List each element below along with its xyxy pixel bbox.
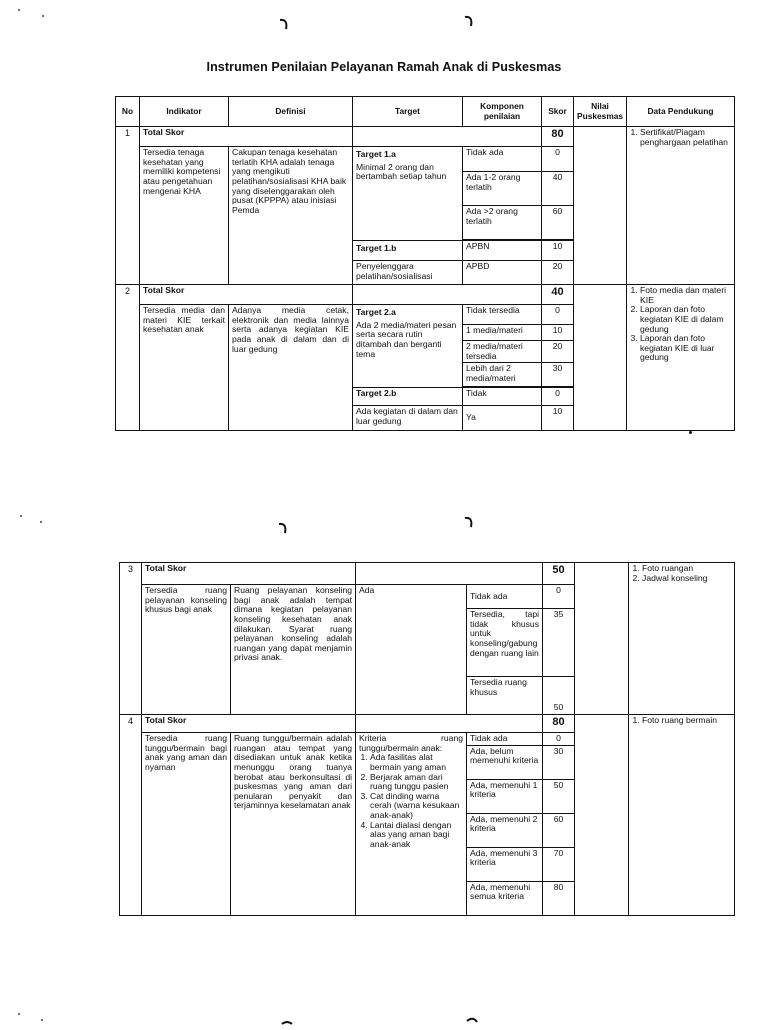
total-skor-label: Total Skor <box>140 127 353 147</box>
total-skor-label: Total Skor <box>142 563 356 585</box>
komponen-cell: Tersedia, tapi tidak khusus untuk konseling/gabung dengan ruang lain <box>467 609 543 677</box>
punch-hole-icon <box>465 1013 479 1027</box>
skor-cell: 50 <box>543 677 575 715</box>
target-intro: Kriteria ruang tunggu/bermain anak: <box>359 733 464 753</box>
target-cell <box>353 388 463 406</box>
scan-speck <box>20 515 22 517</box>
komponen-cell: APBN <box>463 241 542 261</box>
punch-hole-icon <box>277 17 291 31</box>
komponen-cell: 2 media/materi tersedia <box>463 341 542 363</box>
support-item: 2. Jadwal konseling <box>642 574 731 584</box>
nilai-puskesmas-cell <box>574 285 627 431</box>
komponen-cell: Tidak ada <box>467 733 543 746</box>
target-cell <box>356 733 467 916</box>
skor-cell: 80 <box>543 881 575 915</box>
data-pendukung-cell <box>627 127 735 285</box>
komponen-cell: Tidak ada <box>463 147 542 172</box>
komponen-cell: Lebih dari 2 media/materi <box>463 363 542 387</box>
skor-cell: 60 <box>543 813 575 847</box>
target-cell: Ada <box>356 585 467 715</box>
skor-cell: 40 <box>542 172 574 206</box>
target-text-cell: Penyelenggara pelatihan/sosialisasi <box>353 261 463 285</box>
komponen-cell: 1 media/materi <box>463 325 542 341</box>
komponen-cell: Tidak <box>463 388 542 406</box>
data-pendukung-cell <box>627 285 735 431</box>
skor-cell: 70 <box>543 847 575 881</box>
col-no-header: No <box>116 97 140 127</box>
total-skor-label: Total Skor <box>140 285 353 305</box>
skor-cell: 0 <box>542 388 574 406</box>
target-title: Target 1.a <box>356 149 396 159</box>
punch-hole-icon <box>280 1016 294 1030</box>
total-skor-value: 80 <box>543 715 575 733</box>
total-skor-value: 40 <box>542 285 574 305</box>
nilai-puskesmas-cell <box>574 127 627 285</box>
target-cell <box>353 147 463 241</box>
criteria-item: 1. Ada fasilitas alat bermain yang aman <box>370 753 463 772</box>
support-item: 1. Foto ruangan <box>642 564 731 574</box>
skor-cell: 30 <box>543 745 575 779</box>
indikator-cell: Tersedia ruang pelayanan konseling khusus bagi anak <box>142 585 231 715</box>
komponen-cell: Ada, memenuhi 3 kriteria <box>467 847 543 881</box>
komponen-cell: Tidak tersedia <box>463 305 542 325</box>
row-number: 1 <box>116 127 140 285</box>
col-nilai-header: Nilai Puskesmas <box>574 97 627 127</box>
criteria-item: 3. Cat dinding warna cerah (warna kesukaan anak-anak) <box>370 792 463 821</box>
row-number: 4 <box>120 715 142 916</box>
definisi-cell: Cakupan tenaga kesehatan terlatih KHA adalah tenaga yang mengikuti pelatihan/sosialisasi KHA baik yang diselenggarakan oleh pusat (KPPPA) atau inisiasi Pemda <box>229 147 353 285</box>
skor-cell: 30 <box>542 363 574 387</box>
total-skor-label: Total Skor <box>142 715 356 733</box>
scan-speck <box>42 15 44 17</box>
criteria-item: 2. Berjarak aman dari ruang tunggu pasien <box>370 773 463 792</box>
data-pendukung-cell <box>629 563 735 715</box>
definisi-cell: Ruang tunggu/bermain adalah ruangan atau tempat yang disediakan untuk anak ketika menunggu orang tuanya berobat atau berkonsultasi di puskesmas yang aman dari penularan penyakit dan terjaminnya keselamatan anak <box>231 733 356 916</box>
skor-cell: 10 <box>542 406 574 431</box>
target-text-cell: Ada kegiatan di dalam dan luar gedung <box>353 406 463 431</box>
skor-cell: 10 <box>542 241 574 261</box>
komponen-cell: Ada >2 orang terlatih <box>463 206 542 240</box>
komponen-cell: Ada, memenuhi 1 kriteria <box>467 779 543 813</box>
target-cell <box>353 305 463 388</box>
scan-speck <box>40 521 42 523</box>
skor-cell: 0 <box>542 147 574 172</box>
target-text: Minimal 2 orang dan bertambah setiap tahun <box>356 161 447 182</box>
komponen-cell: Ada, memenuhi 2 kriteria <box>467 813 543 847</box>
punch-hole-icon <box>462 14 476 28</box>
skor-cell: 10 <box>542 325 574 341</box>
komponen-cell: Tidak ada <box>467 585 543 609</box>
definisi-cell: Ruang pelayanan konseling bagi anak adalah tempat dimana kegiatan pelayanan konseling kesehatan anak dilakukan. Syarat ruang pelayanan konseling adalah ruangan yang dapat menjamin privasi anak. <box>231 585 356 715</box>
punch-hole-icon <box>462 515 476 529</box>
target-title: Target 2.a <box>356 307 396 317</box>
definisi-cell: Adanya media cetak, elektronik dan media lainnya serta adanya kegiatan KIE pada anak di dalam dan di luar gedung <box>229 305 353 431</box>
data-pendukung-cell <box>629 715 735 916</box>
support-item: 2. Laporan dan foto kegiatan KIE di dalam gedung <box>640 305 731 334</box>
komponen-cell: Ada, belum memenuhi kriteria <box>467 745 543 779</box>
row-number: 2 <box>116 285 140 431</box>
row-number: 3 <box>120 563 142 715</box>
col-definisi-header: Definisi <box>229 97 353 127</box>
col-komponen-header: Komponen penilaian <box>463 97 542 127</box>
target-title: Target 1.b <box>356 243 397 253</box>
col-data-header: Data Pendukung <box>627 97 735 127</box>
page-title: Instrumen Penilaian Pelayanan Ramah Anak di Puskesmas <box>206 60 562 74</box>
criteria-item: 4. Lantai dialasi dengan alas yang aman bagi anak-anak <box>370 821 463 850</box>
skor-cell: 0 <box>542 305 574 325</box>
support-item: 1. Foto ruang bermain <box>642 716 731 726</box>
indikator-cell: Tersedia ruang tunggu/bermain bagi anak yang aman dan nyaman <box>142 733 231 916</box>
nilai-puskesmas-cell <box>575 715 629 916</box>
target-cell <box>353 241 463 261</box>
bullet-dot <box>689 431 692 434</box>
total-skor-value: 80 <box>542 127 574 147</box>
assessment-table-top <box>115 96 735 431</box>
skor-cell: 0 <box>543 585 575 609</box>
indikator-cell: Tersedia media dan materi KIE terkait kesehatan anak <box>140 305 229 431</box>
skor-cell: 60 <box>542 206 574 240</box>
scan-speck <box>41 1019 43 1021</box>
komponen-cell: Tersedia ruang khusus <box>467 677 543 715</box>
skor-cell: 35 <box>543 609 575 677</box>
nilai-puskesmas-cell <box>575 563 629 715</box>
total-skor-value: 50 <box>543 563 575 585</box>
skor-cell: 0 <box>543 733 575 746</box>
target-title: Target 2.b <box>356 388 397 399</box>
skor-cell: 20 <box>542 261 574 285</box>
target-text: Ada 2 media/materi pesan serta secara rutin ditambah dan berganti tema <box>356 319 457 359</box>
skor-cell: 20 <box>542 341 574 363</box>
support-item: 3. Laporan dan foto kegiatan KIE di luar gedung <box>640 334 731 363</box>
scan-speck <box>18 1013 20 1015</box>
col-skor-header: Skor <box>542 97 574 127</box>
komponen-cell: Ya <box>463 406 542 431</box>
komponen-cell: APBD <box>463 261 542 285</box>
support-item: 1. Foto media dan materi KIE <box>640 286 731 305</box>
indikator-cell: Tersedia tenaga kesehatan yang memiliki kompetensi atau pengetahuan mengenai KHA <box>140 147 229 285</box>
komponen-cell: Ada, memenuhi semua kriteria <box>467 881 543 915</box>
komponen-cell: Ada 1-2 orang terlatih <box>463 172 542 206</box>
scan-speck <box>18 9 20 11</box>
col-indikator-header: Indikator <box>140 97 229 127</box>
col-target-header: Target <box>353 97 463 127</box>
support-item: 1. Sertifikat/Piagam penghargaan pelatihan <box>640 128 731 147</box>
punch-hole-icon <box>276 521 290 535</box>
skor-cell: 50 <box>543 779 575 813</box>
assessment-table-bottom <box>119 562 735 916</box>
